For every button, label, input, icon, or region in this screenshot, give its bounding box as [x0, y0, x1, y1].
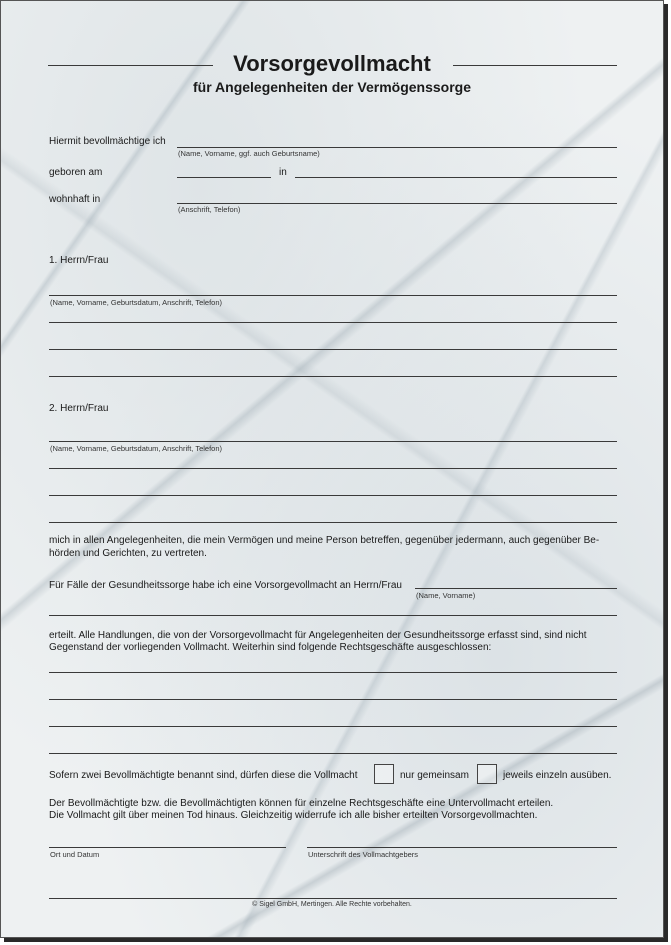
place-date-line[interactable]	[49, 847, 286, 848]
agent-1-label: 1. Herrn/Frau	[49, 255, 109, 266]
agent-2-line-1[interactable]	[49, 441, 617, 442]
agent-1-hint: (Name, Vorname, Geburtsdatum, Anschrift, Telefon)	[50, 298, 223, 307]
scope-line-1: mich in allen Angelegenheiten, die mein Vermögen und meine Person betreffen, gegenüber jedermann, auch gegenüber Be-	[49, 535, 600, 546]
signature-label: Unterschrift des Vollmachtgebers	[308, 850, 419, 859]
born-label: geboren am	[49, 167, 103, 178]
footer-rule	[49, 898, 617, 899]
excluded-line-3[interactable]	[49, 726, 617, 727]
page-title: Vorsorgevollmacht	[233, 51, 431, 76]
birth-date-line[interactable]	[177, 177, 271, 178]
scope-line-2: hörden und Gerichten, zu vertreten.	[49, 548, 207, 559]
health-label: Für Fälle der Gesundheitssorge habe ich eine Vorsorgevollmacht an Herrn/Frau	[49, 580, 402, 591]
agent-1-line-3[interactable]	[49, 349, 617, 350]
excluded-line-1[interactable]	[49, 672, 617, 673]
checkbox-separate[interactable]	[477, 764, 497, 784]
agent-1-line-1[interactable]	[49, 295, 617, 296]
option-together-label: nur gemeinsam	[400, 770, 469, 781]
agent-1-line-4[interactable]	[49, 376, 617, 377]
health-agent-line[interactable]	[415, 588, 617, 589]
agent-2-hint: (Name, Vorname, Geburtsdatum, Anschrift, Telefon)	[50, 444, 223, 453]
granted-line-2: Gegenstand der vorliegenden Vollmacht. Weiterhin sind folgende Rechtsgeschäfte ausgeschlossen:	[49, 642, 492, 653]
granted-line-1: erteilt. Alle Handlungen, die von der Vorsorgevollmacht für Angelegenheiten der Gesundheitssorge erfasst sind, sind nicht	[49, 630, 587, 641]
birth-place-line[interactable]	[295, 177, 617, 178]
health-line-2[interactable]	[49, 615, 617, 616]
agent-2-label: 2. Herrn/Frau	[49, 403, 109, 414]
birth-place-label: in	[279, 167, 287, 178]
copyright-text: © Sigel GmbH, Mertingen. Alle Rechte vorbehalten.	[252, 901, 412, 908]
page-subtitle: für Angelegenheiten der Vermögenssorge	[193, 79, 471, 95]
option-separate-label: jeweils einzeln ausüben.	[503, 770, 612, 781]
signature-line[interactable]	[307, 847, 617, 848]
closing-line-1: Der Bevollmächtigte bzw. die Bevollmächtigten können für einzelne Rechtsgeschäfte eine Untervollmacht erteilen.	[49, 798, 554, 809]
resident-label: wohnhaft in	[49, 194, 101, 205]
agent-2-line-3[interactable]	[49, 495, 617, 496]
checkbox-together[interactable]	[374, 764, 394, 784]
agent-2-line-4[interactable]	[49, 522, 617, 523]
principal-name-line[interactable]	[177, 147, 617, 148]
address-hint: (Anschrift, Telefon)	[178, 205, 241, 214]
principal-name-hint: (Name, Vorname, ggf. auch Geburtsname)	[178, 149, 320, 158]
place-date-label: Ort und Datum	[50, 850, 100, 859]
joint-lead: Sofern zwei Bevollmächtigte benannt sind, dürfen diese die Vollmacht	[49, 770, 358, 781]
health-agent-hint: (Name, Vorname)	[416, 591, 476, 600]
authorize-label: Hiermit bevollmächtige ich	[49, 136, 166, 147]
address-line[interactable]	[177, 203, 617, 204]
excluded-line-4[interactable]	[49, 753, 617, 754]
agent-2-line-2[interactable]	[49, 468, 617, 469]
excluded-line-2[interactable]	[49, 699, 617, 700]
closing-line-2: Die Vollmacht gilt über meinen Tod hinaus. Gleichzeitig widerrufe ich alle bisher erteilten Vorsorgevollmachten.	[49, 810, 538, 821]
agent-1-line-2[interactable]	[49, 322, 617, 323]
